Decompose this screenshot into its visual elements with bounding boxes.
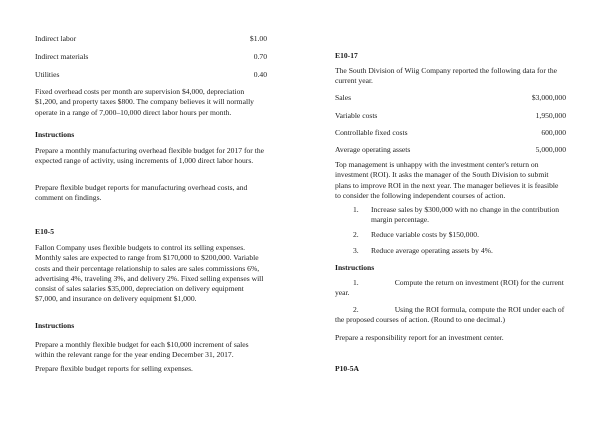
- instruction-paragraph: Prepare flexible budget reports for selling expenses.: [35, 364, 193, 373]
- data-label: Variable costs: [335, 111, 378, 120]
- report-paragraph: Prepare a responsibility report for an investment center.: [335, 333, 504, 342]
- data-row-sales: [335, 93, 566, 103]
- course-item: [353, 205, 566, 226]
- exercise-intro: The South Division of Wiig Company reported the following data for the current year.: [335, 66, 558, 86]
- data-row-average-operating-assets: [335, 145, 566, 155]
- instructions-heading: Instructions: [35, 130, 75, 139]
- instruction-item: [335, 278, 566, 299]
- cost-label: Utilities: [35, 70, 60, 79]
- instructions-heading: Instructions: [35, 321, 75, 330]
- exercise-body: Fallon Company uses flexible budgets to control its selling expenses. Monthly sales are expected to range from $170,000 to $200,000. Variable costs and their percentage relationship to sales are sales commissions 6%, advertising 4%, traveling 3%, and delivery 2%. Fixed selling expenses will consist of sales salaries $35,000, depreciation on delivery equipment $7,000, and insurance on delivery equipment $1,000.: [35, 243, 264, 304]
- cost-label: Indirect labor: [35, 34, 77, 43]
- cost-row-indirect-materials: [35, 52, 267, 62]
- exercise-title-e10-17: E10-17: [335, 51, 358, 60]
- course-text: Reduce variable costs by $150,000.: [371, 230, 479, 239]
- instruction-text: Using the ROI formula, compute the ROI under each of the proposed courses of action. (Round to one decimal.): [335, 305, 565, 325]
- data-label: Controllable fixed costs: [335, 128, 408, 137]
- instruction-item: [335, 305, 566, 326]
- course-item: [353, 246, 566, 256]
- cost-value: $1.00: [249, 34, 267, 43]
- data-row-variable-costs: [335, 111, 566, 121]
- data-value: $3,000,000: [531, 93, 566, 102]
- data-row-controllable-fixed-costs: [335, 128, 566, 138]
- course-text: Reduce average operating assets by 4%.: [371, 246, 493, 255]
- course-item: [353, 230, 566, 240]
- instruction-number: 2.: [353, 305, 359, 314]
- problem-title-p10-5a: P10-5A: [335, 364, 360, 373]
- data-label: Sales: [335, 93, 352, 102]
- instruction-paragraph: Prepare a monthly flexible budget for each $10,000 increment of sales within the relevant range for the year ending December 31, 2017.: [35, 340, 249, 360]
- instruction-number: 1.: [353, 278, 359, 287]
- course-number: 2.: [353, 230, 359, 239]
- instruction-text: Compute the return on investment (ROI) for the current year.: [335, 278, 564, 298]
- cost-value: 0.40: [253, 70, 267, 79]
- course-number: 3.: [353, 246, 359, 255]
- cost-row-indirect-labor: [35, 34, 267, 44]
- cost-row-utilities: [35, 70, 267, 80]
- data-value: 600,000: [541, 128, 566, 137]
- course-number: 1.: [353, 205, 359, 214]
- cost-value: 0.70: [253, 52, 267, 61]
- data-value: 5,000,000: [535, 145, 566, 154]
- data-value: 1,950,000: [535, 111, 566, 120]
- fixed-costs-paragraph: Fixed overhead costs per month are supervision $4,000, depreciation $1,200, and property taxes $800. The company believes it will normally operate in a range of 7,000–10,000 direct labor hours per month.: [35, 87, 254, 117]
- instruction-paragraph: Prepare flexible budget reports for manufacturing overhead costs, and comment on findings.: [35, 183, 248, 203]
- data-label: Average operating assets: [335, 145, 411, 154]
- instructions-heading: Instructions: [335, 263, 375, 272]
- exercise-title-e10-5: E10-5: [35, 227, 54, 236]
- course-text: Increase sales by $300,000 with no change in the contribution margin percentage.: [371, 205, 560, 225]
- management-paragraph: Top management is unhappy with the investment center's return on investment (ROI). It asks the manager of the South Division to submit plans to improve ROI in the next year. The manager believes it is feasible to consider the following independent courses of action.: [335, 160, 559, 200]
- instruction-paragraph: Prepare a monthly manufacturing overhead flexible budget for 2017 for the expected range of activity, using increments of 1,000 direct labor hours.: [35, 146, 264, 166]
- cost-label: Indirect materials: [35, 52, 89, 61]
